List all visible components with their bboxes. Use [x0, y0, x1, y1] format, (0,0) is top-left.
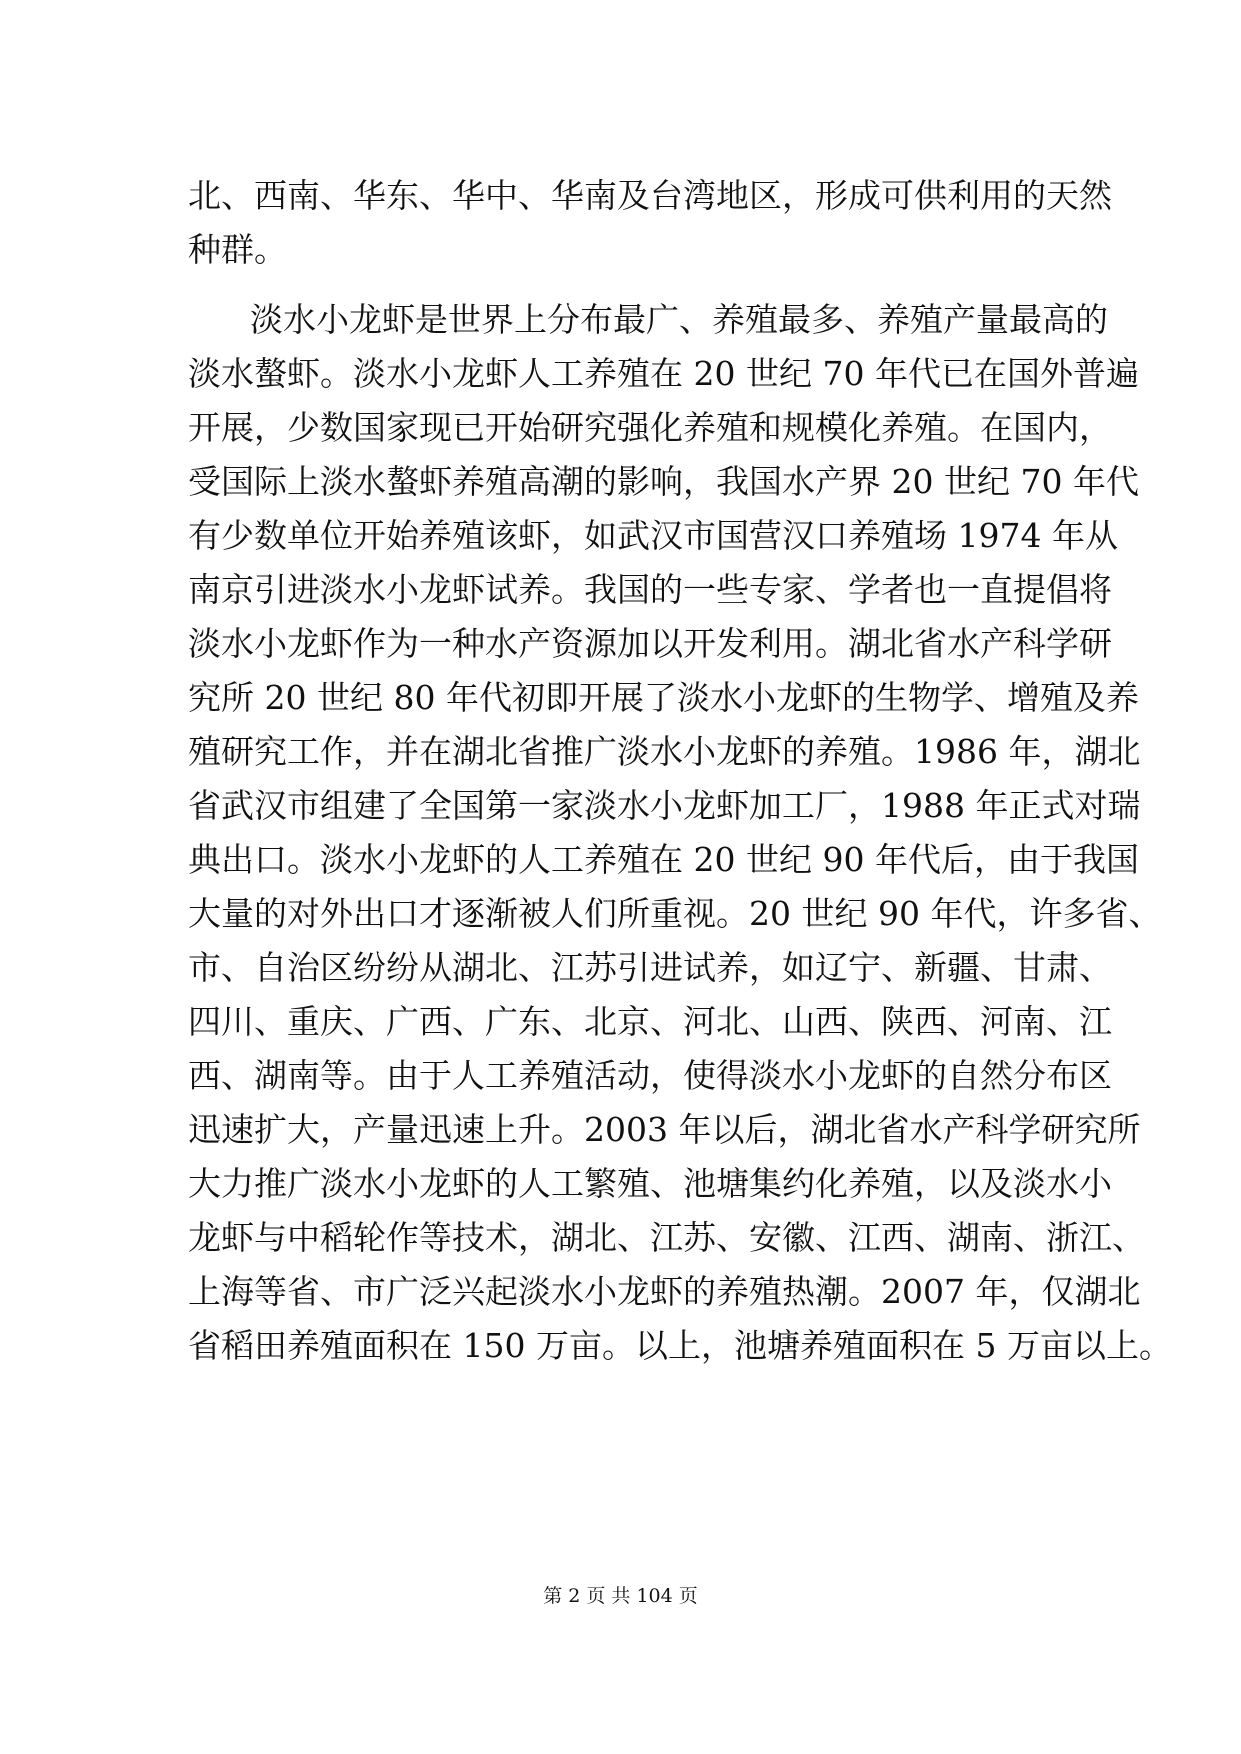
text-line: 省武汉市组建了全国第一家淡水小龙虾加工厂，1988 年正式对瑞: [188, 786, 1141, 825]
text-line: 淡水小龙虾是世界上分布最广、养殖最多、养殖产量最高的: [250, 300, 1108, 339]
text-line: 淡水螯虾。淡水小龙虾人工养殖在 20 世纪 70 年代已在国外普遍: [188, 354, 1139, 393]
text-line: 省稻田养殖面积在 150 万亩。以上，池塘养殖面积在 5 万亩以上。: [188, 1326, 1172, 1365]
text-line: 究所 20 世纪 80 年代初即开展了淡水小龙虾的生物学、增殖及养: [188, 678, 1139, 717]
text-line: 大力推广淡水小龙虾的人工繁殖、池塘集约化养殖，以及淡水小: [188, 1164, 1112, 1203]
text-line: 有少数单位开始养殖该虾，如武汉市国营汉口养殖场 1974 年从: [188, 516, 1118, 555]
text-line: 开展，少数国家现已开始研究强化养殖和规模化养殖。在国内，: [188, 408, 1112, 447]
text-line: 北、西南、华东、华中、华南及台湾地区，形成可供利用的天然: [188, 176, 1112, 215]
text-line: 市、自治区纷纷从湖北、江苏引进试养，如辽宁、新疆、甘肃、: [188, 948, 1112, 987]
text-line: 受国际上淡水螯虾养殖高潮的影响，我国水产界 20 世纪 70 年代: [188, 462, 1139, 501]
text-line: 南京引进淡水小龙虾试养。我国的一些专家、学者也一直提倡将: [188, 570, 1112, 609]
text-line: 龙虾与中稻轮作等技术，湖北、江苏、安徽、江西、湖南、浙江、: [188, 1218, 1145, 1257]
text-line: 四川、重庆、广西、广东、北京、河北、山西、陕西、河南、江: [188, 1002, 1112, 1041]
text-line: 典出口。淡水小龙虾的人工养殖在 20 世纪 90 年代后，由于我国: [188, 840, 1139, 879]
text-line: 上海等省、市广泛兴起淡水小龙虾的养殖热潮。2007 年，仅湖北: [188, 1272, 1141, 1311]
text-line: 大量的对外出口才逐渐被人们所重视。20 世纪 90 年代，许多省、: [188, 894, 1162, 933]
text-line: 种群。: [188, 230, 287, 269]
page-number-footer: 第 2 页 共 104 页: [543, 1585, 698, 1607]
text-line: 殖研究工作，并在湖北省推广淡水小龙虾的养殖。1986 年，湖北: [188, 732, 1141, 771]
text-line: 淡水小龙虾作为一种水产资源加以开发利用。湖北省水产科学研: [188, 624, 1112, 663]
text-line: 迅速扩大，产量迅速上升。2003 年以后，湖北省水产科学研究所: [188, 1110, 1141, 1149]
text-line: 西、湖南等。由于人工养殖活动，使得淡水小龙虾的自然分布区: [188, 1056, 1112, 1095]
